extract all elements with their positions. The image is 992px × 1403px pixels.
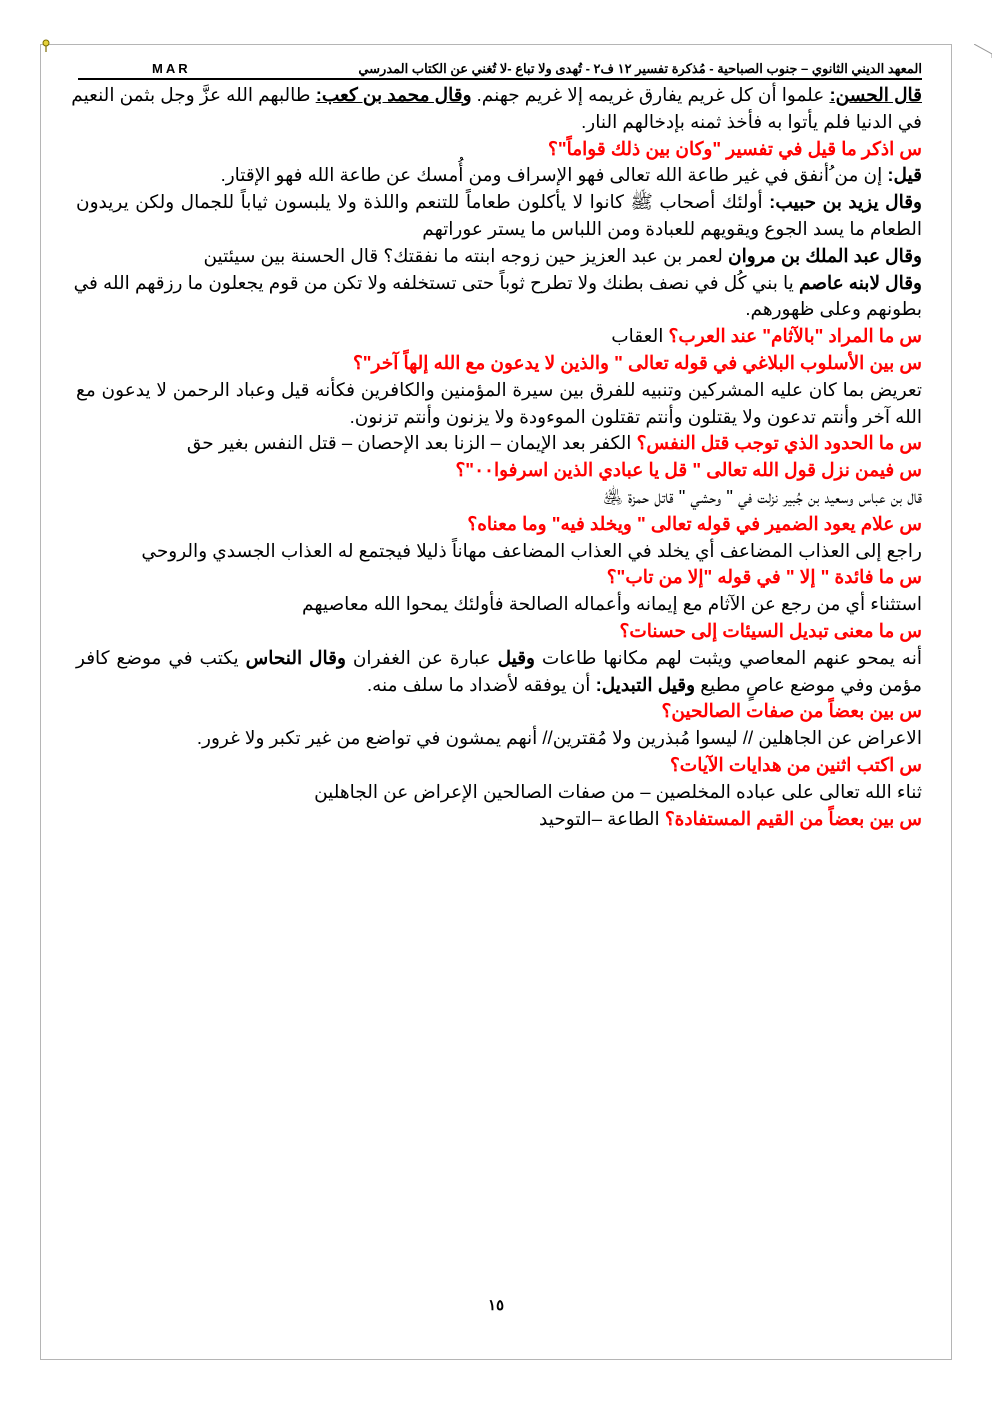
question-text: س علام يعود الضمير في قوله تعالى " ويخلد فيه" وما معناه؟ — [467, 512, 922, 534]
text-line — [76, 672, 922, 699]
text-line — [76, 404, 922, 431]
text-line — [76, 484, 922, 511]
question-text: س ما الحدود الذي توجب قتل النفس؟ — [636, 432, 922, 454]
text-line — [76, 538, 922, 565]
speaker-label: وقال يزيد بن حبيب: — [769, 191, 922, 213]
answer-text: الطعام ما يسد الجوع ويقويهم للعبادة ومن اللباس ما يستر عوراتهم — [422, 217, 922, 239]
text-line — [76, 109, 922, 136]
speaker-label: وقال محمد بن كعب: — [315, 84, 472, 105]
text-line — [76, 645, 922, 672]
text-line — [76, 296, 922, 323]
text-line — [76, 243, 922, 270]
text-line — [71, 82, 922, 109]
text-line — [76, 189, 922, 216]
text-line — [76, 779, 922, 806]
answer-text: علموا أن كل غريم يفارق غريمه إلا غريم جهنم. — [471, 84, 830, 105]
question-text: س فيمن نزل قول الله تعالى " قل يا عبادي الذين اسرفوا٠٠"؟ — [455, 459, 922, 481]
pin-icon — [41, 39, 51, 53]
answer-text: يكتب في موضع كافر — [76, 646, 246, 668]
header-title: المعهد الديني الثانوي – جنوب الصباحية - مُذكرة تفسير ١٢ ف٢ - تُهدى ولا تباع -لا تُغني عن الكتاب المدرسي — [358, 61, 922, 76]
answer-text: قال بن عباس وسعيد بن جُبير نزلت في " وحشي " قاتل حمزة ﵁ — [602, 485, 922, 507]
text-line — [76, 618, 922, 645]
text-line — [76, 511, 922, 538]
text-line — [76, 430, 922, 457]
answer-text: يا بني كُل في نصف بطنك ولا تطرح ثوباً حتى تستخلفه ولا تكن من قوم يجعلون ما رزقهم الله في — [73, 271, 799, 293]
answer-text: الطاعة –التوحيد — [539, 807, 665, 829]
speaker-label: وقال النحاس — [245, 646, 346, 668]
text-line — [76, 162, 922, 189]
question-text: س اذكر ما قيل في تفسير "وكان بين ذلك قواماً"؟ — [548, 137, 922, 159]
text-line — [73, 270, 922, 297]
answer-text: الله آخر وأنتم تدعون ولا يقتلون وأنتم تقتلون الموءودة ولا يزنون وأنتم تزنون. — [349, 405, 922, 427]
question-text: س اكتب اثنين من هدايات الآيات؟ — [669, 753, 922, 775]
answer-text: مؤمن وفي موضع عاصٍ مطيع — [695, 673, 922, 695]
question-text: س ما فائدة " إلا " في قوله "إلا من تاب"؟ — [606, 566, 922, 588]
answer-text: لعمر بن عبد العزيز حين زوجه ابنته ما نفقتك؟ قال الحسنة بين سيئتين — [203, 244, 729, 266]
speaker-label: وقيل — [497, 646, 535, 668]
answer-text: في الدنيا فلم يأتوا به فأخذ ثمنه بإدخالهم النار. — [581, 110, 922, 132]
speaker-label: وقيل التبديل: — [595, 673, 696, 695]
question-text: س ما المراد "بالآثام" عند العرب؟ — [668, 325, 922, 347]
answer-text: إن من ُأنفق في غير طاعة الله تعالى فهو الإسراف ومن أُمسك عن طاعة الله فهو الإقتار. — [220, 164, 888, 186]
speaker-label: وقال عبد الملك بن مروان — [728, 244, 922, 266]
text-line — [76, 591, 922, 618]
answer-text: الاعراض عن الجاهلين // ليسوا مُبذرين ولا مُقترين// أنهم يمشون في تواضع من غير تكبر ولا غرور. — [196, 727, 922, 749]
question-text: س بين بعضاً من صفات الصالحين؟ — [661, 700, 922, 722]
text-line — [76, 457, 922, 484]
text-line — [76, 564, 922, 591]
text-line — [76, 323, 922, 350]
answer-text: بطونهم وعلى ظهورهم. — [745, 298, 922, 320]
text-line — [76, 377, 922, 404]
question-text: س بين بعضاً من القيم المستفادة؟ — [664, 807, 922, 829]
text-line — [76, 216, 922, 243]
header-mark: MAR — [152, 61, 191, 76]
answer-text: راجع إلى العذاب المضاعف أي يخلد في العذاب المضاعف مهاناً ذليلا فيجتمع له العذاب الجسدي والروحي — [141, 539, 922, 561]
answer-text: أولئك أصحاب ﷺ كانوا لا يأكلون طعاماً للتنعم واللذة ولا يلبسون ثياباً للجمال ولكن يريدون — [76, 191, 770, 213]
answer-text: ثناء الله تعالى على عباده المخلصين – من صفات الصالحين الإعراض عن الجاهلين — [314, 780, 922, 802]
answer-text: عبارة عن الغفران — [345, 646, 498, 668]
page-header — [78, 60, 922, 80]
answer-text: العقاب — [611, 325, 669, 347]
answer-text: تعريض بما كان عليه المشركين وتنبيه للفرق بين سيرة المؤمنين والكافرين فكأنه قيل وعباد الرحمن لا يدعون مع — [76, 378, 922, 400]
speaker-label: قيل: — [887, 164, 922, 186]
answer-text: أن يوفقه لأضداد ما سلف منه. — [366, 673, 596, 695]
folded-corner-icon — [974, 44, 992, 58]
text-line — [76, 698, 922, 725]
speaker-label: قال الحسن: — [829, 84, 922, 105]
document-body — [71, 82, 922, 832]
answer-text: طالبهم الله عزَّ وجل بثمن النعيم — [71, 84, 316, 105]
question-text: س ما معنى تبديل السيئات إلى حسنات؟ — [619, 619, 922, 641]
question-text: س بين الأسلوب البلاغي في قوله تعالى " والذين لا يدعون مع الله إلهاً آخر"؟ — [352, 351, 922, 373]
text-line — [76, 350, 922, 377]
text-line — [76, 136, 922, 163]
page-number: ١٥ — [487, 1297, 505, 1314]
speaker-label: وقال لابنه عاصم — [798, 271, 922, 293]
text-line — [76, 806, 922, 833]
text-line — [76, 725, 922, 752]
answer-text: أنه يمحو عنهم المعاصي ويثبت لهم مكانها طاعات — [535, 646, 922, 668]
answer-text: الكفر بعد الإيمان – الزنا بعد الإحصان – قتل النفس بغير حق — [186, 432, 637, 454]
text-line — [76, 752, 922, 779]
answer-text: استثناء أي من رجع عن الآثام مع إيمانه وأعماله الصالحة فأولئك يمحوا الله معاصيهم — [302, 593, 922, 615]
